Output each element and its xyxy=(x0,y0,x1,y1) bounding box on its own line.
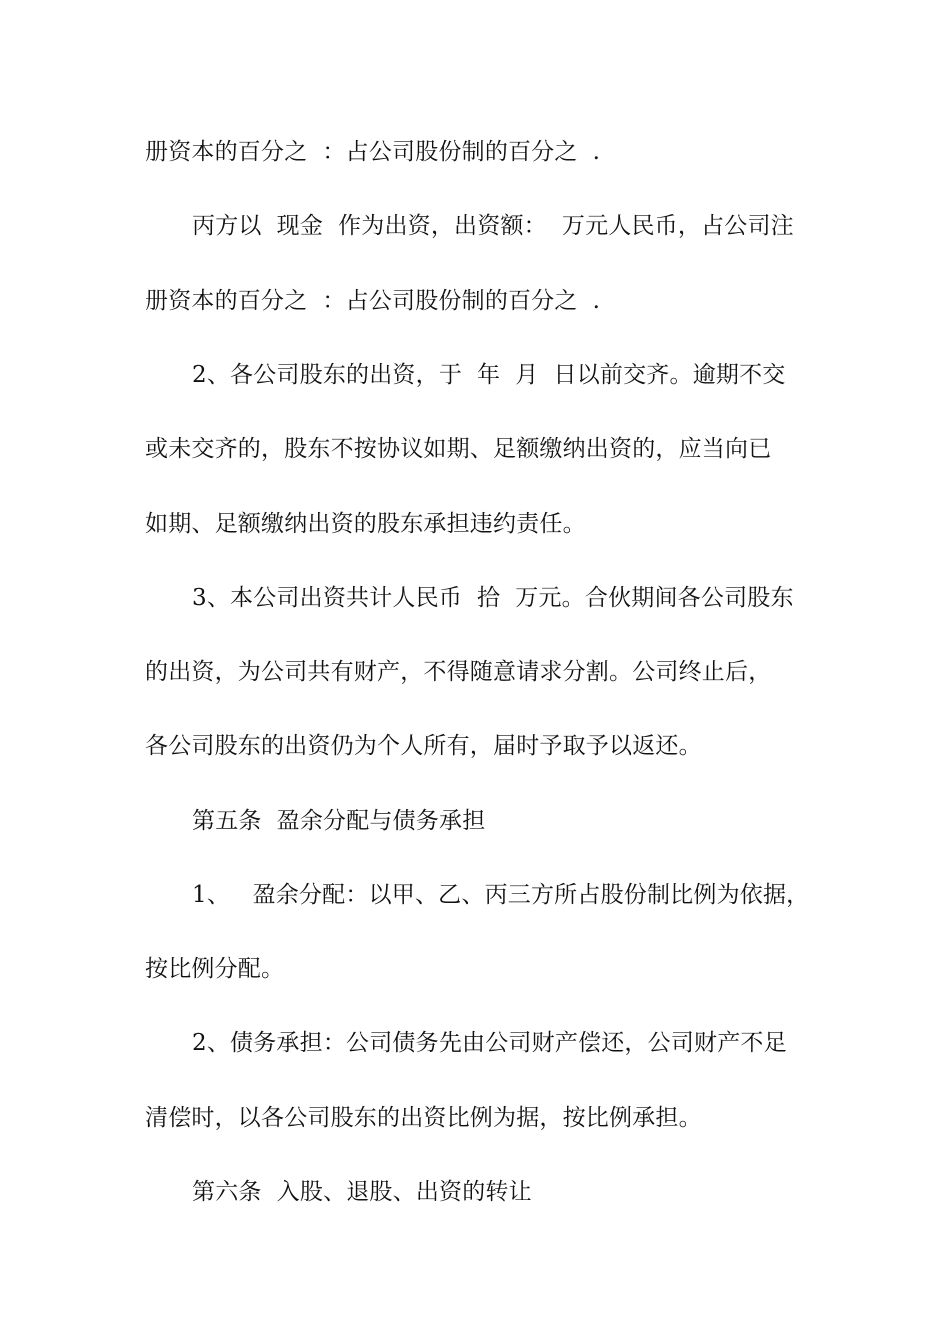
text-line-11: 1、 盈余分配：以甲、乙、丙三方所占股份制比例为依据， xyxy=(192,882,810,908)
section-heading-5: 第五条 盈余分配与债务承担 xyxy=(192,808,486,834)
text-line-1: 册资本的百分之 ：占公司股份制的百分之 . xyxy=(145,139,601,165)
text-line-8: 的出资，为公司共有财产，不得随意请求分割。公司终止后， xyxy=(145,659,772,685)
text-line-12: 按比例分配。 xyxy=(145,956,285,982)
text-line-14: 清偿时，以各公司股东的出资比例为据，按比例承担。 xyxy=(145,1105,702,1131)
text-line-4: 2、各公司股东的出资，于 年 月 日以前交齐。逾期不交 xyxy=(192,362,786,388)
section-heading-6: 第六条 入股、退股、出资的转让 xyxy=(192,1179,532,1205)
text-line-7: 3、本公司出资共计人民币 拾 万元。合伙期间各公司股东 xyxy=(192,585,794,611)
text-line-13: 2、债务承担：公司债务先由公司财产偿还，公司财产不足 xyxy=(192,1030,787,1056)
text-line-3: 册资本的百分之 ：占公司股份制的百分之 . xyxy=(145,288,601,314)
text-line-6: 如期、足额缴纳出资的股东承担违约责任。 xyxy=(145,511,586,537)
text-line-2: 丙方以 现金 作为出资，出资额： 万元人民币，占公司注 xyxy=(192,213,794,239)
text-line-5: 或未交齐的，股东不按协议如期、足额缴纳出资的，应当向已 xyxy=(145,436,772,462)
text-line-9: 各公司股东的出资仍为个人所有，届时予取予以返还。 xyxy=(145,733,702,759)
